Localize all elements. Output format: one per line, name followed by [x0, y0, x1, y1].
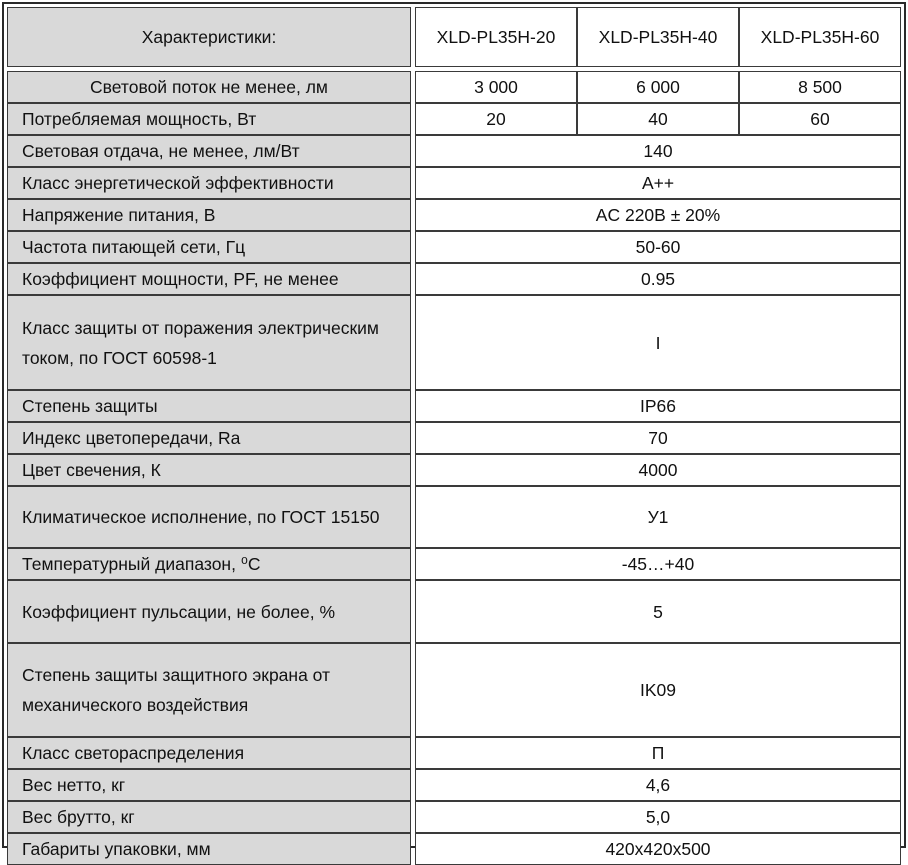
row-value-model-60: 8 500	[739, 71, 901, 103]
table-header-row	[7, 7, 901, 67]
table-row	[7, 454, 901, 486]
row-label: Класс энергетической эффективности	[7, 167, 411, 199]
row-value-model-40: 40	[577, 103, 739, 135]
row-label: Климатическое исполнение, по ГОСТ 15150	[7, 486, 411, 548]
table-row	[7, 643, 901, 737]
table-row	[7, 135, 901, 167]
row-value-model-40: 6 000	[577, 71, 739, 103]
row-value: 140	[415, 135, 901, 167]
row-label: Напряжение питания, В	[7, 199, 411, 231]
spec-table	[7, 7, 901, 865]
row-value: П	[415, 737, 901, 769]
table-row	[7, 263, 901, 295]
header-characteristics: Характеристики:	[7, 7, 411, 67]
table-row	[7, 103, 901, 135]
row-label: Вес брутто, кг	[7, 801, 411, 833]
row-label: Световая отдача, не менее, лм/Вт	[7, 135, 411, 167]
row-label: Степень защиты защитного экрана от механического воздействия	[7, 643, 411, 737]
row-label: Класс защиты от поражения электрическим током, по ГОСТ 60598-1	[7, 295, 411, 390]
table-row	[7, 486, 901, 548]
row-value: 0.95	[415, 263, 901, 295]
row-value: -45…+40	[415, 548, 901, 580]
row-label: Частота питающей сети, Гц	[7, 231, 411, 263]
spec-sheet	[2, 2, 906, 859]
table-row	[7, 769, 901, 801]
row-value: 420x420x500	[415, 833, 901, 865]
table-row	[7, 548, 901, 580]
row-label: Температурный диапазон, ⁰С	[7, 548, 411, 580]
row-label: Коэффициент мощности, PF, не менее	[7, 263, 411, 295]
row-value: 4,6	[415, 769, 901, 801]
row-label: Вес нетто, кг	[7, 769, 411, 801]
header-model-40: XLD-PL35H-40	[577, 7, 739, 67]
row-label: Класс светораспределения	[7, 737, 411, 769]
table-row	[7, 801, 901, 833]
row-label: Габариты упаковки, мм	[7, 833, 411, 865]
row-value: 50-60	[415, 231, 901, 263]
header-model-60: XLD-PL35H-60	[739, 7, 901, 67]
header-model-20: XLD-PL35H-20	[415, 7, 577, 67]
row-value: I	[415, 295, 901, 390]
row-value-model-20: 3 000	[415, 71, 577, 103]
row-value: 5	[415, 580, 901, 643]
table-row	[7, 422, 901, 454]
row-value: У1	[415, 486, 901, 548]
table-row	[7, 71, 901, 103]
row-value: 4000	[415, 454, 901, 486]
row-label: Степень защиты	[7, 390, 411, 422]
row-value: IP66	[415, 390, 901, 422]
table-row	[7, 231, 901, 263]
table-row	[7, 295, 901, 390]
table-row	[7, 580, 901, 643]
row-label: Цвет свечения, К	[7, 454, 411, 486]
row-value-model-60: 60	[739, 103, 901, 135]
table-row	[7, 390, 901, 422]
row-value: AC 220B ± 20%	[415, 199, 901, 231]
row-value: A++	[415, 167, 901, 199]
table-row	[7, 167, 901, 199]
row-label: Световой поток не менее, лм	[7, 71, 411, 103]
row-value: 5,0	[415, 801, 901, 833]
row-value-model-20: 20	[415, 103, 577, 135]
row-value: 70	[415, 422, 901, 454]
row-value: IK09	[415, 643, 901, 737]
row-label: Потребляемая мощность, Вт	[7, 103, 411, 135]
table-row	[7, 199, 901, 231]
row-label: Коэффициент пульсации, не более, %	[7, 580, 411, 643]
table-row	[7, 737, 901, 769]
table-row	[7, 833, 901, 865]
row-label: Индекс цветопередачи, Ra	[7, 422, 411, 454]
